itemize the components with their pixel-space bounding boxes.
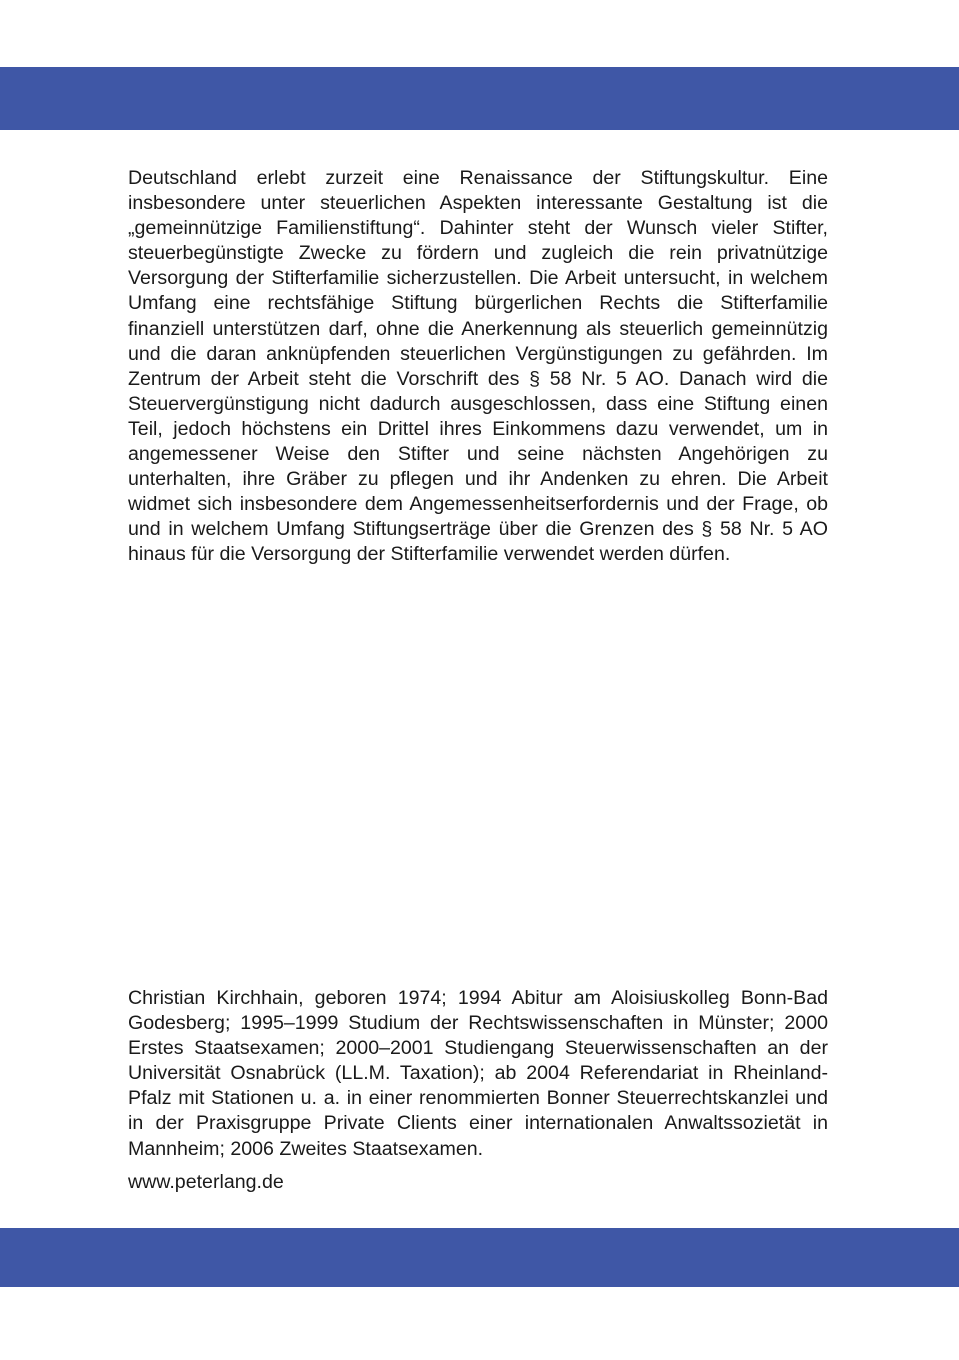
publisher-website: www.peterlang.de <box>128 1171 284 1193</box>
top-color-band <box>0 67 959 130</box>
bottom-color-band <box>0 1228 959 1287</box>
author-biography: Christian Kirchhain, geboren 1974; 1994 Abitur am Aloisiuskolleg Bonn-Bad Godesberg; 1995–1999 Studium der Rechtswissenschaften in Münster; 2000 Erstes Staatsexamen; 2000–2001 Studiengang Steuerwissenschaften an der Universität Osnabrück (LL.M. Taxation); ab 2004 Referendariat in Rheinland-Pfalz mit Stationen u. a. in einer renommierten Bonner Steuerrechtskanzlei und in der Praxisgruppe Private Clients einer internationalen Anwaltssozietät in Mannheim; 2006 Zweites Staatsexamen. <box>128 987 828 1160</box>
book-description: Deutschland erlebt zurzeit eine Renaissance der Stiftungskultur. Eine insbesondere unter steuerlichen Aspekten interessante Gestaltung ist die „gemeinnützige Familienstiftung“. Dahinter steht der Wunsch vieler Stifter, steuerbegünstigte Zwecke zu fördern und zugleich die rein privatnützige Versorgung der Stifterfamilie sicherzustellen. Die Arbeit untersucht, in welchem Umfang eine rechtsfähige Stiftung bürgerlichen Rechts die Stifterfamilie finanziell unterstützen darf, ohne die Anerkennung als steuerlich gemeinnützig und die daran anknüpfenden steuerlichen Vergünstigungen zu gefährden. Im Zentrum der Arbeit steht die Vorschrift des § 58 Nr. 5 AO. Danach wird die Steuervergünstigung nicht dadurch ausgeschlossen, dass eine Stiftung einen Teil, jedoch höchstens ein Drittel ihres Einkommens dazu verwendet, um in angemessener Weise den Stifter und seine nächsten Angehörigen zu unterhalten, ihre Gräber zu pflegen und ihr Andenken zu ehren. Die Arbeit widmet sich insbesondere dem Angemessenheitserfordernis und der Frage, ob und in welchem Umfang Stiftungserträge über die Grenzen des § 58 Nr. 5 AO hinaus für die Versorgung der Stifterfamilie verwendet werden dürfen. <box>128 167 828 566</box>
